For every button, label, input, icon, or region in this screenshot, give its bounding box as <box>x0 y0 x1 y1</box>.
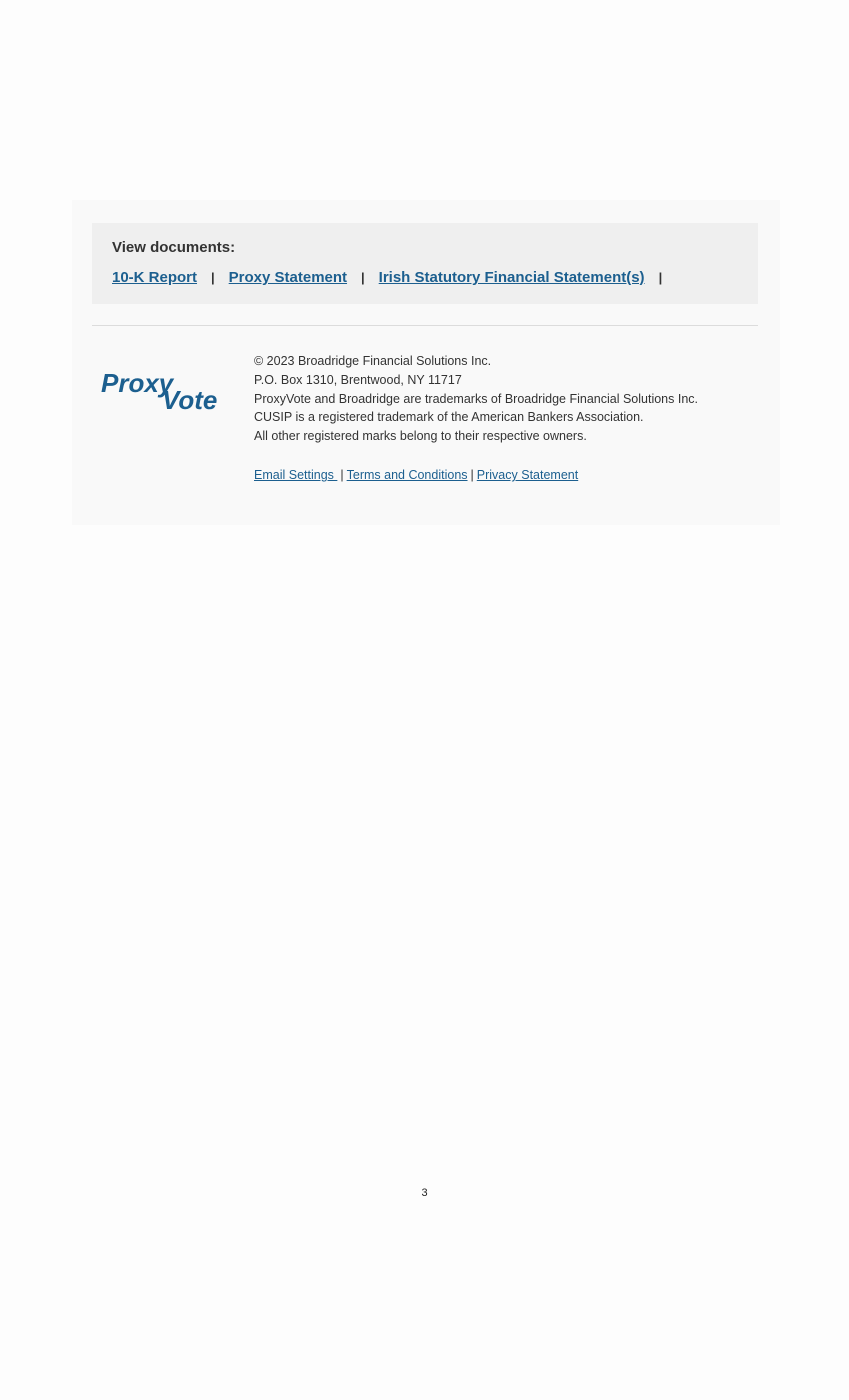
page-number: 3 <box>421 1187 428 1199</box>
footer-legal-text <box>254 352 764 446</box>
email-settings-link[interactable]: Email Settings <box>254 468 338 482</box>
cusip-line: CUSIP is a registered trademark of the American Bankers Association. <box>254 410 644 425</box>
proxy-statement-link[interactable]: Proxy Statement <box>228 269 348 286</box>
footer-link-separator: | <box>470 468 474 482</box>
document-links <box>112 269 676 286</box>
proxyvote-logo <box>100 367 230 413</box>
terms-and-conditions-link[interactable]: Terms and Conditions <box>346 468 468 482</box>
link-separator: | <box>658 270 663 285</box>
email-card <box>72 200 780 525</box>
copyright-line: © 2023 Broadridge Financial Solutions Inc. <box>254 354 492 368</box>
other-marks-line: All other registered marks belong to their respective owners. <box>254 429 587 444</box>
address-line: P.O. Box 1310, Brentwood, NY 11717 <box>254 372 462 387</box>
link-separator: | <box>211 270 215 285</box>
irish-statutory-financial-statements-link[interactable]: Irish Statutory Financial Statement(s) <box>378 269 645 286</box>
logo-text-vote: Vote <box>162 385 218 413</box>
link-separator: | <box>361 270 365 285</box>
10k-report-link[interactable]: 10-K Report <box>112 269 198 286</box>
view-documents-heading: View documents: <box>112 239 236 256</box>
footer-divider <box>92 325 758 326</box>
view-documents-panel <box>92 223 758 304</box>
footer-link-separator: | <box>340 468 344 482</box>
privacy-statement-link[interactable]: Privacy Statement <box>476 468 579 482</box>
footer-links <box>254 468 578 482</box>
logo-text-proxy: Proxy <box>101 368 174 398</box>
trademark-line: ProxyVote and Broadridge are trademarks of Broadridge Financial Solutions Inc. <box>254 391 698 406</box>
